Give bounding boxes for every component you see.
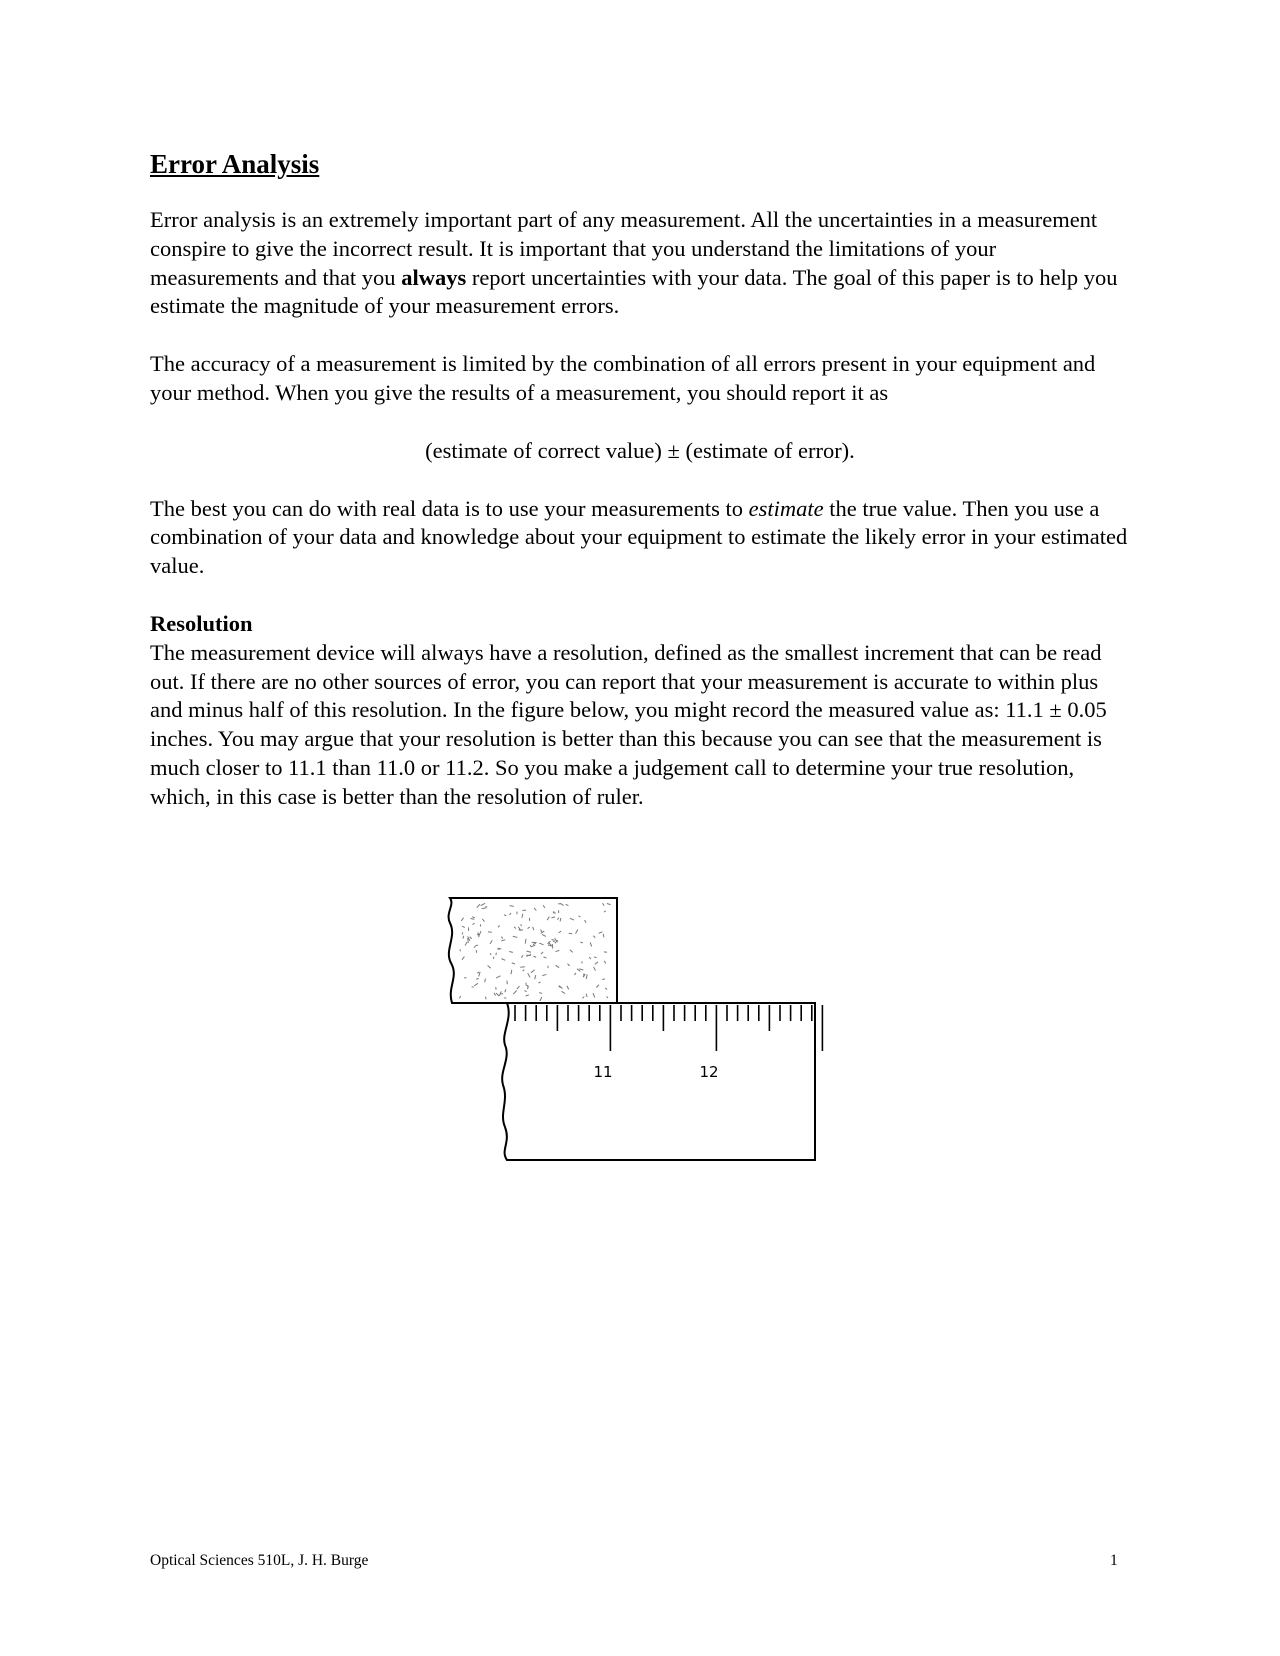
resolution-heading: Resolution [150, 610, 253, 636]
footer-course: Optical Sciences 510L, J. H. Burge [150, 1552, 369, 1569]
speckle-mark [552, 944, 553, 949]
report-equation: (estimate of correct value) ± (estimate of error). [425, 437, 855, 463]
document-body [150, 148, 1130, 841]
speckle-mark [519, 929, 520, 931]
speckle-mark [602, 979, 605, 980]
ruler-label-12: 12 [699, 1063, 719, 1081]
speckle-mark [485, 907, 487, 908]
ruler-figure [445, 895, 825, 1175]
accuracy-paragraph: The accuracy of a measurement is limited by the combination of all errors present in your equipment and your method. When you give the results of a measurement, you should report it as [150, 351, 1096, 405]
speckle-mark [468, 938, 469, 943]
intro-paragraph [150, 206, 1130, 321]
ruler-illustration [445, 895, 825, 1175]
speckle-mark [520, 967, 525, 968]
estimate-text-1: The best you can do with real data is to use your measurements to [150, 495, 749, 521]
speckle-mark [552, 940, 554, 941]
page-title: Error Analysis [150, 149, 320, 179]
estimate-emphasis: estimate [748, 495, 824, 521]
estimate-text-2: the true value. Then you use a combination of your data and knowledge about your equipment to estimate the likely error in your estimated value. [150, 495, 1128, 579]
speckle-mark [580, 942, 583, 943]
intro-emphasis: always [401, 264, 467, 290]
speckle-mark [472, 987, 474, 988]
speckle-mark [521, 924, 522, 926]
resolution-paragraph: The measurement device will always have a resolution, defined as the smallest increment that can be read out. If there are no other sources of error, you can report that your measurement is accurate to within plus and minus half of this resolution. In the figure below, you might record the measured value as: 11.1 ± 0.05 inches. You may argue that your resolution is better than this because you can see that the measurement is much closer to 11.1 than 11.0 or 11.2. So you make a judgement call to determine your true resolution, which, in this case is better than the resolution of ruler. [150, 639, 1107, 809]
speckle-mark [496, 953, 497, 956]
speckle-mark [594, 957, 596, 958]
footer-page-number: 1 [1110, 1552, 1118, 1569]
speckle-mark [476, 950, 477, 953]
ruler-label-11: 11 [593, 1063, 613, 1081]
measured-object [449, 898, 617, 1003]
intro-text-2: report uncertainties with your data. The goal of this paper is to help you estimate the magnitude of your measurement errors. [150, 264, 1118, 319]
ruler [502, 1003, 822, 1160]
estimate-paragraph [150, 495, 1130, 581]
intro-text-1: Error analysis is an extremely important part of any measurement. All the uncertainties in a measurement conspire to give the incorrect result. It is important that you understand the limitations of your measurements and that you [150, 207, 1098, 290]
speckle-mark [526, 983, 527, 986]
speckle-mark [525, 939, 526, 944]
speckle-mark [603, 934, 604, 937]
speckle-mark [560, 918, 561, 921]
